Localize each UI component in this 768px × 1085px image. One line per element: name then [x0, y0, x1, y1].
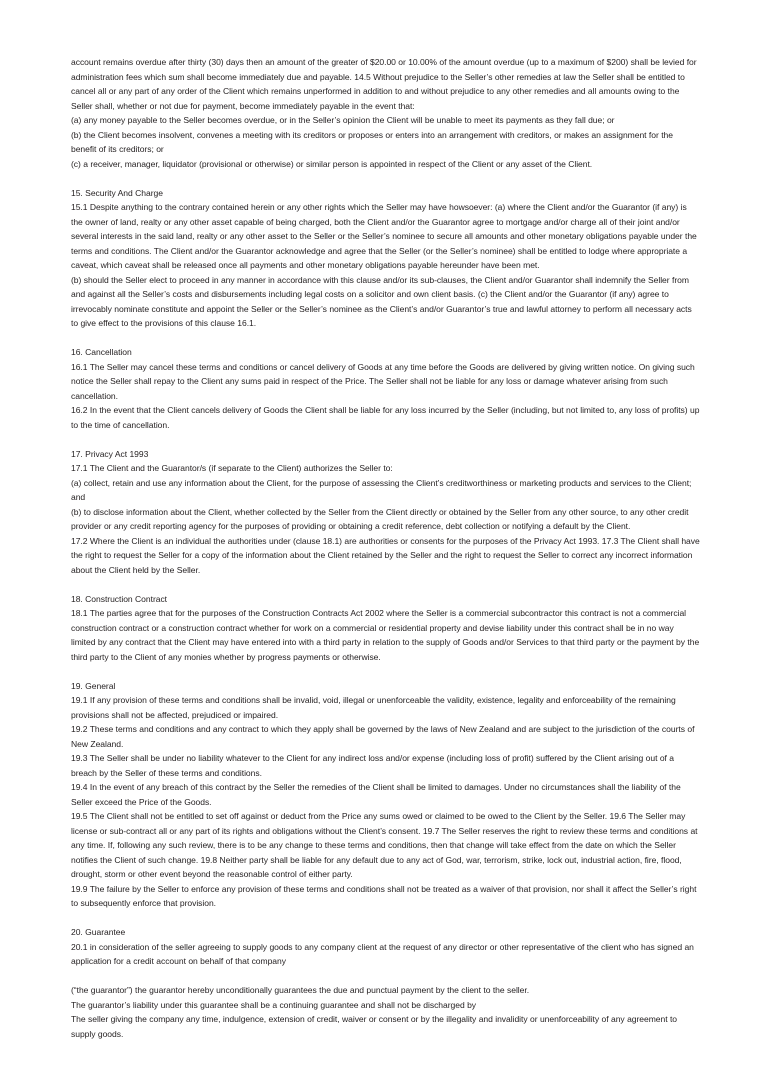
- clause-paragraph: 16.1 The Seller may cancel these terms and conditions or cancel delivery of Goods at any time before the Goods are delivered by giving written notice. On giving such notice the Seller shall repay to the Client any sums paid in respect of the Price. The Seller shall not be liable for any loss or damage whatever arising from such cancellation.: [71, 361, 695, 401]
- clause-paragraph: 18.1 The parties agree that for the purposes of the Construction Contracts Act 2002 where the Seller is a commercial subcontractor this contract is not a commercial construction contract or a construction contract whether for work on a commercial or residential property and devise liability under this contract shall be in no way limited by any contract that the Client may have entered into with a third party in relation to the supply of Goods and/or Services to that third party or the payment by the third party to the Client of any monies whether by progress payments or otherwise.: [71, 608, 700, 662]
- clause-paragraph: 16.2 In the event that the Client cancels delivery of Goods the Client shall be liable for any loss incurred by the Seller (including, but not limited to, any loss of profits) up to the time of cancellation.: [71, 405, 700, 430]
- clause-paragraph: (b) the Client becomes insolvent, convenes a meeting with its creditors or proposes or enters into an arrangement with creditors, or makes an assignment for the benefit of its creditors; or: [71, 129, 673, 154]
- clause-paragraph: (c) a receiver, manager, liquidator (provisional or otherwise) or similar person is appointed in respect of the Client or any asset of the Client.: [71, 158, 593, 169]
- section-heading: 15. Security And Charge: [71, 187, 163, 198]
- clause-paragraph: 17.1 The Client and the Guarantor/s (if separate to the Client) authorizes the Seller to:: [71, 463, 393, 473]
- clause-paragraph: (b) to disclose information about the Client, whether collected by the Seller from the Client directly or obtained by the Seller from any other source, to any other credit provider or any credit reporting agency for the purposes of providing or obtaining a credit reference, debt collection or notifying a default by the Client.: [71, 506, 689, 531]
- clause-paragraph: (a) collect, retain and use any information about the Client, for the purpose of assessing the Client’s creditworthiness or marketing products and services to the Client; and: [71, 477, 692, 502]
- section-heading: 20. Guarantee: [71, 927, 126, 937]
- clause-paragraph: The seller giving the company any time, indulgence, extension of credit, waiver or consent or by the illegality and invalidity or unenforceability of any agreement to supply goods.: [71, 1014, 678, 1039]
- clause-paragraph: 15.1 Despite anything to the contrary contained herein or any other rights which the Seller may have howsoever: (a) where the Client and/or the Guarantor (if any) is the owner of land, realty or any other asset capable of being charged, both the Client and/or the Guarantor agree to mortgage and/or charge all of their joint and/or several interests in the said land, realty or any other asset to the Seller or the Seller’s nominee to secure all amounts and other monetary obligations payable under the terms and conditions. The Client and/or the Guarantor acknowledge and agree that the Seller (or the Seller’s nominee) shall be entitled to lodge where appropriate a caveat, which caveat shall be released once all payments and other monetary obligations payable hereunder have been met.: [71, 202, 697, 270]
- clause-paragraph: account remains overdue after thirty (30) days then an amount of the greater of $20.00 or 10.00% of the amount overdue (up to a maximum of $200) shall be levied for administration fees which sum shall become immediately due and payable. 14.5 Without prejudice to the Seller’s other remedies at law the Seller shall be entitled to cancel all or any part of any order of the Client which remains unperformed in addition to and without prejudice to any other remedies and all amounts owing to the Seller shall, whether or not due for payment, become immediately payable in the event that:: [71, 57, 697, 111]
- section-heading: 19. General: [71, 680, 116, 691]
- document-body: [71, 55, 700, 1041]
- clause-paragraph: (a) any money payable to the Seller becomes overdue, or in the Seller’s opinion the Client will be unable to meet its payments as they fall due; or: [71, 115, 615, 125]
- clause-paragraph: (“the guarantor”) the guarantor hereby unconditionally guarantees the due and punctual payment by the client to the seller.: [71, 985, 530, 995]
- section-heading: 18. Construction Contract: [71, 593, 168, 604]
- clause-paragraph: (b) should the Seller elect to proceed in any manner in accordance with this clause and/or its sub-clauses, the Client and/or Guarantor shall indemnify the Seller from and against all the Seller’s costs and disbursements including legal costs on a solicitor and own client basis. (c) the Client and/or the Guarantor (if any) agree to irrevocably nominate constitute and appoint the Seller or the Seller’s nominee as the Client’s and/or Guarantor’s true and lawful attorney to perform all necessary acts to give effect to the provisions of this clause 16.1.: [71, 274, 692, 328]
- clause-paragraph: 20.1 in consideration of the seller agreeing to supply goods to any company client at the request of any director or other representative of the client who has signed an application for a credit account on behalf of that company: [71, 941, 694, 966]
- section-heading: 16. Cancellation: [71, 347, 132, 357]
- clause-paragraph: 19.1 If any provision of these terms and conditions shall be invalid, void, illegal or unenforceable the validity, existence, legality and enforceability of the remaining provisions shall not be affected, prejudiced or impaired.: [71, 695, 676, 720]
- clause-paragraph: 19.2 These terms and conditions and any contract to which they apply shall be governed by the laws of New Zealand and are subject to the jurisdiction of the courts of New Zealand.: [71, 724, 695, 749]
- section-heading: 17. Privacy Act 1993: [71, 448, 149, 459]
- clause-paragraph: 19.5 The Client shall not be entitled to set off against or deduct from the Price any sums owed or claimed to be owed to the Client by the Seller. 19.6 The Seller may license or sub-contract all or any part of its rights and obligations without the Client’s consent. 19.7 The Seller reserves the right to review these terms and conditions at any time. If, following any such review, there is to be any change to these terms and conditions, then that change will take effect from the date on which the Seller notifies the Client of such change. 19.8 Neither party shall be liable for any default due to any act of God, war, terrorism, strike, lock out, industrial action, fire, flood, drought, storm or other event beyond the reasonable control of either party.: [71, 811, 698, 879]
- clause-paragraph: 19.9 The failure by the Seller to enforce any provision of these terms and conditions shall not be treated as a waiver of that provision, nor shall it affect the Seller’s right to subsequently enforce that provision.: [71, 883, 697, 908]
- clause-paragraph: 17.2 Where the Client is an individual the authorities under (clause 18.1) are authorities or consents for the purposes of the Privacy Act 1993. 17.3 The Client shall have the right to request the Seller for a copy of the information about the Client retained by the Seller and the right to request the Seller to correct any incorrect information about the Client held by the Seller.: [71, 535, 700, 575]
- clause-paragraph: The guarantor’s liability under this guarantee shall be a continuing guarantee and shall not be discharged by: [71, 999, 477, 1010]
- clause-paragraph: 19.3 The Seller shall be under no liability whatever to the Client for any indirect loss and/or expense (including loss of profit) suffered by the Client arising out of a breach by the Seller of these terms and conditions.: [71, 753, 675, 778]
- clause-paragraph: 19.4 In the event of any breach of this contract by the Seller the remedies of the Client shall be limited to damages. Under no circumstances shall the liability of the Seller exceed the Price of the Goods.: [71, 782, 681, 807]
